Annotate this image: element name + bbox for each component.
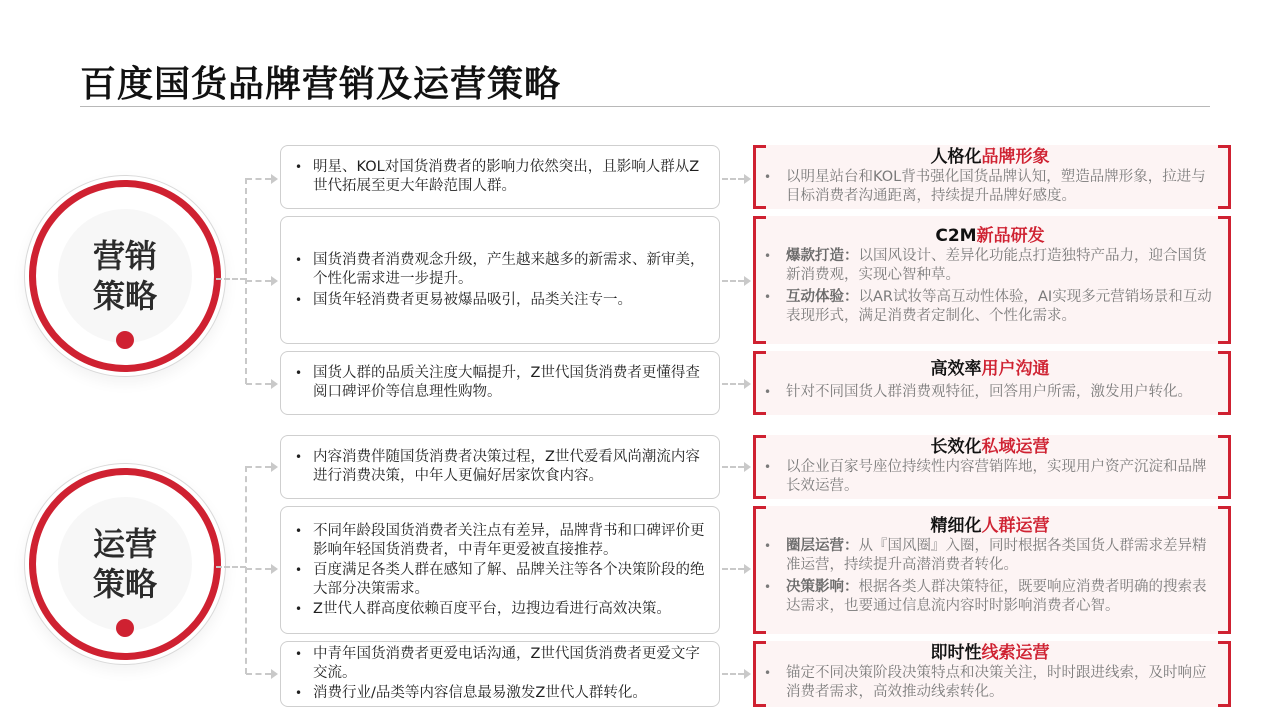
strategy-heading: 高效率用户沟通 [930, 359, 1050, 379]
connector-line [722, 280, 744, 282]
list-item: • Z世代人群高度依赖百度平台，边搜边看进行高效决策。 [295, 600, 671, 617]
operation-strategy-label: 运营策略 [92, 525, 157, 603]
strategy-heading: C2M新品研发 [935, 226, 1045, 246]
list-item: • 百度满足各类人群在感知了解、品牌关注等各个决策阶段的绝大部分决策需求。 [295, 561, 705, 597]
insight-box [280, 145, 720, 209]
connector-line [246, 673, 271, 675]
list-item: • 爆款打造：以国风设计、差异化功能点打造独特产品力，迎合国货新消费观，实现心智种草。 [764, 248, 1207, 283]
list-item: • 锚定不同决策阶段决策特点和决策关注，时时跟进线索，及时响应消费者需求，高效推动线索转化。 [764, 665, 1207, 700]
strategy-heading: 精细化人群运营 [930, 516, 1050, 536]
insight-box [280, 435, 720, 499]
list-item: • 中青年国货消费者更爱电话沟通，Z世代国货消费者更爱文字交流。 [295, 646, 700, 681]
arrow-icon [271, 462, 278, 472]
insight-box [280, 506, 720, 634]
arrow-icon [271, 276, 278, 286]
arrow-icon [744, 379, 751, 389]
strategy-box [753, 216, 1231, 344]
strategy-box [753, 506, 1231, 634]
connector-line [722, 466, 744, 468]
connector-line [216, 566, 246, 568]
list-item: • 针对不同国货人群消费观特征，回答用户所需，激发用户转化。 [764, 384, 1192, 400]
arrow-icon [744, 669, 751, 679]
list-item: • 国货年轻消费者更易被爆品吸引，品类关注专一。 [295, 291, 632, 308]
list-item: • 互动体验：以AR试妆等高互动性体验，AI实现多元营销场景和互动表现形式，满足消费者定制化、个性化需求。 [764, 289, 1212, 324]
strategy-box [753, 145, 1231, 209]
strategy-heading: 长效化私域运营 [930, 437, 1050, 457]
insight-box [280, 216, 720, 344]
arrow-icon [271, 669, 278, 679]
marketing-strategy-circle [36, 187, 214, 365]
list-item: • 消费行业/品类等内容信息最易激发Z世代人群转化。 [295, 685, 647, 701]
connector-line [216, 278, 246, 280]
circle-dot [116, 619, 134, 637]
connector-line [722, 383, 744, 385]
list-item: • 决策影响：根据各类人群决策特征，既要响应消费者明确的搜索表达需求，也要通过信息流内容时时影响消费者心智。 [764, 579, 1207, 614]
list-item: • 不同年龄段国货消费者关注点有差异，品牌背书和口碑评价更影响年轻国货消费者，中青年更爱被直接推荐。 [295, 522, 705, 558]
list-item: • 以明星站台和KOL背书强化国货品牌认知，塑造品牌形象，拉进与目标消费者沟通距离，持续提升品牌好感度。 [764, 169, 1206, 204]
strategy-heading: 即时性线索运营 [930, 643, 1050, 663]
connector-line [722, 673, 744, 675]
connector-line [246, 280, 271, 282]
marketing-strategy-label: 营销策略 [92, 237, 157, 315]
strategy-box [753, 351, 1231, 415]
list-item: • 国货人群的品质关注度大幅提升，Z世代国货消费者更懂得查阅口碑评价等信息理性购物。 [295, 365, 700, 400]
page-title: 百度国货品牌营销及运营策略 [80, 64, 562, 105]
insight-box [280, 351, 720, 415]
connector-line [722, 568, 744, 570]
arrow-icon [744, 564, 751, 574]
list-item: • 以企业百家号座位持续性内容营销阵地，实现用户资产沉淀和品牌长效运营。 [764, 459, 1207, 494]
arrow-icon [744, 276, 751, 286]
strategy-heading: 人格化品牌形象 [930, 147, 1050, 167]
circle-dot [116, 331, 134, 349]
title-divider [80, 106, 1210, 107]
arrow-icon [271, 564, 278, 574]
strategy-box [753, 435, 1231, 499]
list-item: • 圈层运营：从『国风圈』入圈，同时根据各类国货人群需求差异精准运营，持续提升高潜消费者转化。 [764, 538, 1207, 573]
connector-line [722, 178, 744, 180]
list-item: • 国货消费者消费观念升级，产生越来越多的新需求、新审美，个性化需求进一步提升。 [295, 251, 705, 287]
list-item: • 内容消费伴随国货消费者决策过程，Z世代爱看风尚潮流内容进行消费决策，中年人更偏好居家饮食内容。 [295, 449, 700, 484]
insight-box [280, 641, 720, 707]
arrow-icon [271, 379, 278, 389]
arrow-icon [744, 462, 751, 472]
operation-strategy-circle [36, 475, 214, 653]
connector-line [246, 568, 271, 570]
connector-line [245, 466, 247, 674]
arrow-icon [744, 174, 751, 184]
connector-line [246, 178, 271, 180]
arrow-icon [271, 174, 278, 184]
list-item: • 明星、KOL对国货消费者的影响力依然突出，且影响人群从Z世代拓展至更大年龄范围人群。 [295, 159, 700, 194]
connector-line [246, 383, 271, 385]
connector-line [246, 466, 271, 468]
strategy-box [753, 641, 1231, 707]
